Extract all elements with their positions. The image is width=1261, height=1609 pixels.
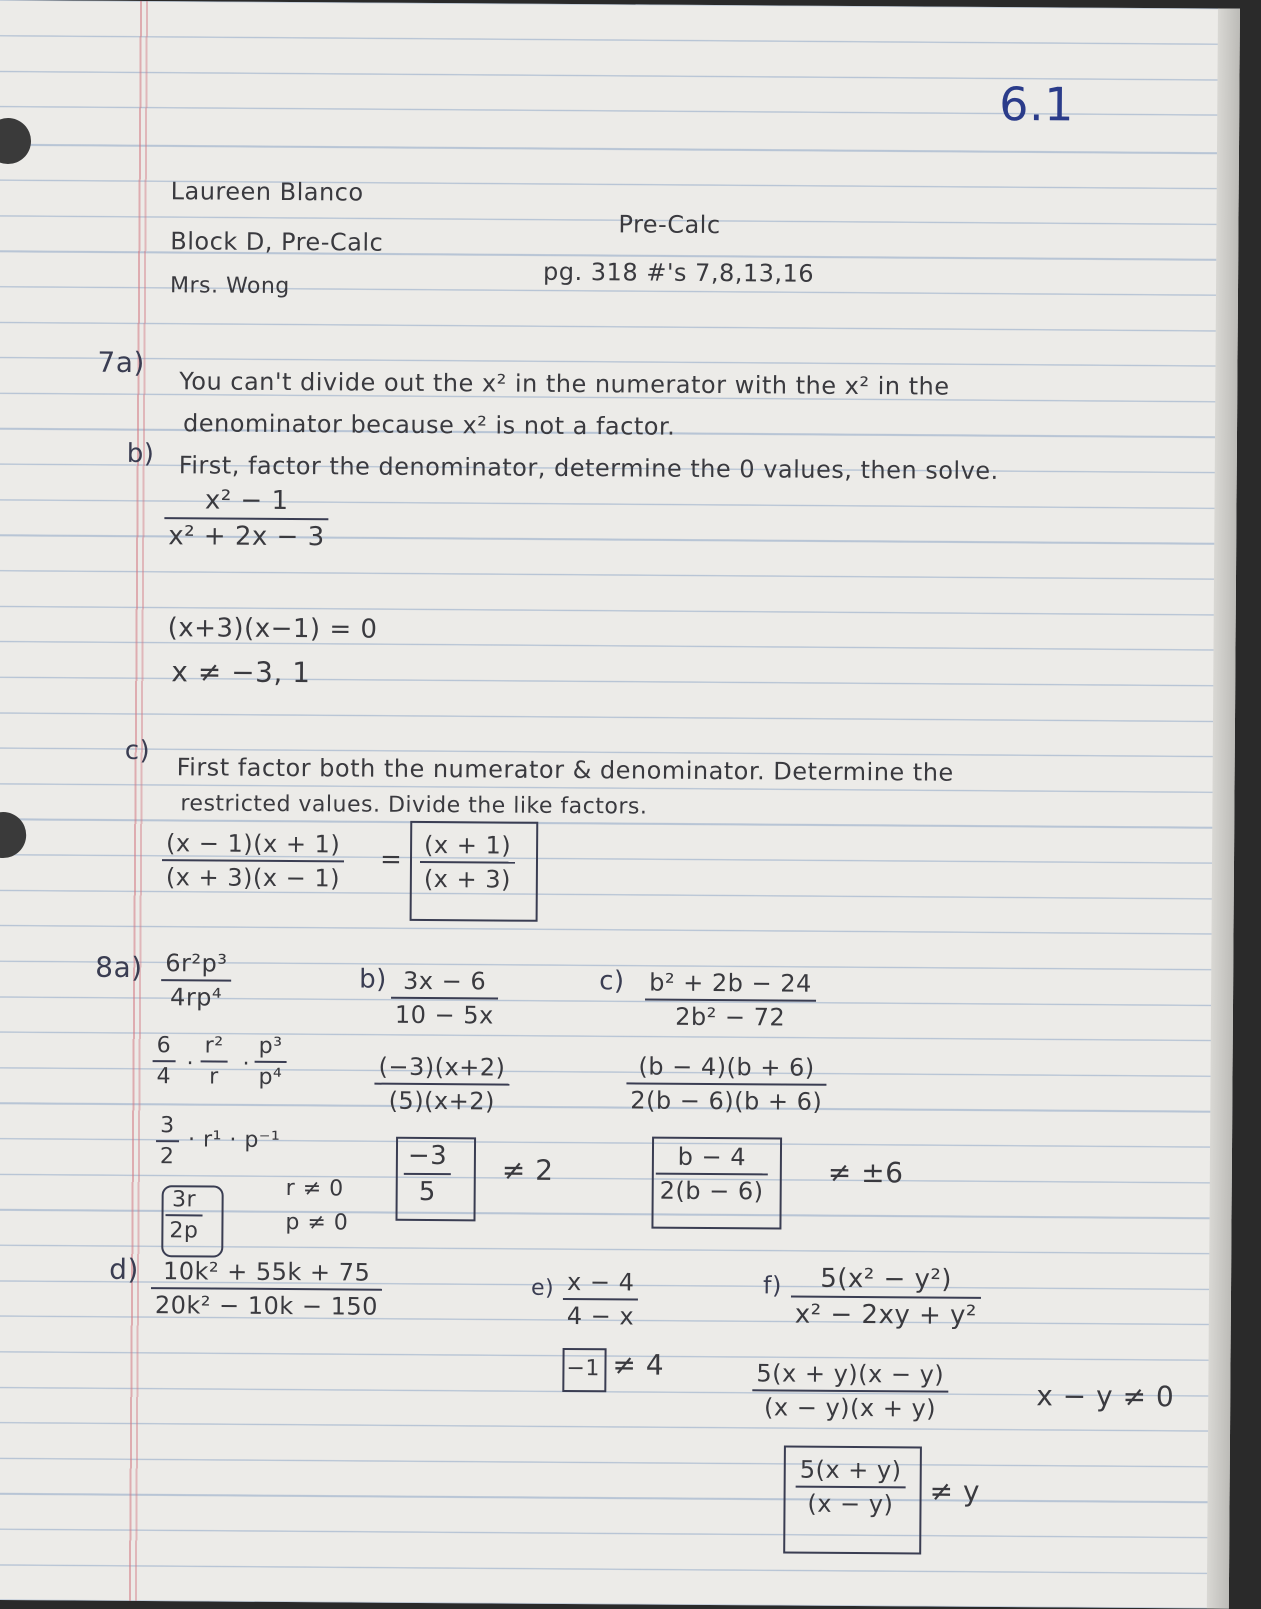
problem-8b-restriction: ≠ 2: [501, 1153, 554, 1187]
problem-7b-label: b): [126, 438, 155, 470]
problem-8a-fraction: [161, 949, 232, 1011]
problem-8a-step2-rest: · r¹ · p⁻¹: [187, 1127, 281, 1153]
block-label: Block D, Pre-Calc: [170, 227, 384, 257]
problem-8f-fraction: [791, 1264, 982, 1331]
problem-8c-factored: [626, 1052, 826, 1115]
fraction-numerator: (x − 1)(x + 1): [162, 829, 344, 862]
problem-7c-line2: restricted values. Divide the like factors.: [180, 791, 648, 820]
problem-8a-step1-p: [254, 1034, 286, 1090]
problem-7c-label: c): [124, 735, 151, 767]
fraction-numerator: b² + 2b − 24: [645, 969, 816, 1002]
problem-8f-restriction: ≠ y: [929, 1474, 981, 1508]
fraction-numerator: x − 4: [563, 1268, 639, 1301]
problem-8b-fraction: [391, 967, 498, 1030]
fraction-numerator: 3x − 6: [391, 967, 498, 1000]
problem-7b-text: First, factor the denominator, determine the 0 values, then solve.: [178, 451, 999, 485]
dot-operator: ·: [186, 1051, 195, 1077]
problem-8f-label: f): [762, 1271, 782, 1300]
problem-8f-answer: [795, 1456, 905, 1519]
problem-8a-step1-r: [200, 1033, 227, 1089]
fraction-numerator: b − 4: [656, 1143, 768, 1176]
problem-8e-label: e): [530, 1275, 555, 1301]
problem-7b-fraction: [164, 485, 329, 552]
problem-8b-answer: [404, 1141, 452, 1207]
binder-hole-top: [0, 118, 31, 164]
problem-8c-label: c): [599, 966, 625, 997]
problem-8f-side-note: x − y ≠ 0: [1036, 1379, 1175, 1414]
problem-8e-answer: −1: [566, 1355, 600, 1382]
problem-7b-result: x ≠ −3, 1: [171, 655, 311, 690]
fraction-denominator: 2(b − 6)(b + 6): [630, 1086, 823, 1116]
fraction-numerator: −3: [404, 1141, 452, 1175]
fraction-numerator: 5(x² − y²): [791, 1264, 981, 1299]
problem-7c-answer: [420, 831, 516, 894]
page-edge: [1207, 9, 1240, 1609]
fraction-denominator: x² + 2x − 3: [168, 521, 325, 553]
fraction-numerator: (x + 1): [420, 831, 515, 864]
fraction-denominator: (x − y)(x + y): [763, 1393, 937, 1423]
course-name: Pre-Calc: [618, 210, 721, 240]
fraction-numerator: p³: [255, 1034, 287, 1063]
problem-7a-line1: You can't divide out the x² in the numerator with the x² in the: [179, 367, 950, 401]
restriction-p: p ≠ 0: [285, 1210, 349, 1236]
fraction-denominator: (x + 3): [423, 864, 512, 894]
fraction-denominator: 2(b − 6): [659, 1176, 764, 1206]
restriction-r: r ≠ 0: [285, 1176, 344, 1202]
fraction-denominator: 4: [156, 1064, 172, 1090]
fraction-numerator: 6r²p³: [161, 949, 231, 981]
fraction-numerator: (b − 4)(b + 6): [626, 1052, 826, 1085]
fraction-numerator: 3: [156, 1113, 179, 1142]
problem-8a-step2: [156, 1113, 179, 1169]
problem-8f-factored: [752, 1359, 948, 1422]
fraction-denominator: (x − y): [807, 1489, 894, 1519]
problem-8c-fraction: [645, 969, 816, 1032]
fraction-numerator: r²: [201, 1033, 228, 1062]
student-name: Laureen Blanco: [170, 177, 364, 207]
fraction-numerator: 5(x + y): [796, 1456, 906, 1489]
fraction-denominator: 20k² − 10k − 150: [154, 1291, 379, 1321]
fraction-denominator: 2b² − 72: [675, 1002, 786, 1032]
problem-7c-line1: First factor both the numerator & denominator. Determine the: [176, 753, 954, 787]
fraction-denominator: x² − 2xy + y²: [794, 1299, 978, 1331]
problem-8c-restriction: ≠ ±6: [827, 1155, 904, 1190]
problem-8a-label: 8a): [95, 950, 143, 985]
fraction-numerator: 3r: [166, 1187, 203, 1216]
fraction-numerator: x² − 1: [164, 485, 329, 520]
fraction-numerator: 10k² + 55k + 75: [151, 1257, 382, 1291]
fraction-numerator: 5(x + y)(x − y): [752, 1359, 948, 1392]
problem-7a-label: 7a): [97, 345, 145, 380]
fraction-denominator: (x + 3)(x − 1): [165, 863, 341, 893]
fraction-denominator: 2p: [169, 1218, 199, 1244]
problem-8a-answer: [165, 1187, 202, 1243]
problem-7a-line2: denominator because x² is not a factor.: [182, 409, 676, 441]
problem-8e-restriction: ≠ 4: [612, 1348, 665, 1382]
teacher-name: Mrs. Wong: [169, 273, 290, 300]
assignment: pg. 318 #'s 7,8,13,16: [543, 257, 815, 288]
problem-8e-fraction: [563, 1268, 639, 1331]
section-number: 6.1: [999, 76, 1075, 132]
fraction-denominator: 10 − 5x: [394, 1000, 494, 1030]
fraction-denominator: (5)(x+2): [388, 1086, 496, 1116]
fraction-denominator: 5: [418, 1176, 436, 1208]
binder-hole-middle: [0, 812, 26, 858]
fraction-denominator: p⁴: [258, 1064, 283, 1090]
fraction-denominator: 2: [159, 1144, 175, 1170]
problem-8d-fraction: [151, 1257, 382, 1321]
equals-sign: =: [379, 844, 403, 875]
problem-8c-answer: [656, 1143, 768, 1206]
problem-7b-factor-step: (x+3)(x−1) = 0: [167, 613, 378, 645]
fraction-numerator: 6: [153, 1033, 176, 1062]
fraction-numerator: (−3)(x+2): [374, 1053, 509, 1086]
fraction-denominator: 4rp⁴: [170, 983, 223, 1012]
problem-8d-label: d): [109, 1252, 139, 1286]
dot-operator: ·: [242, 1051, 251, 1077]
problem-7c-fraction: [162, 829, 345, 892]
fraction-denominator: r: [209, 1064, 219, 1090]
problem-8b-factored: [374, 1053, 509, 1116]
problem-8b-label: b): [359, 964, 387, 995]
problem-8a-step1-coef: [152, 1033, 175, 1089]
fraction-denominator: 4 − x: [566, 1301, 635, 1331]
